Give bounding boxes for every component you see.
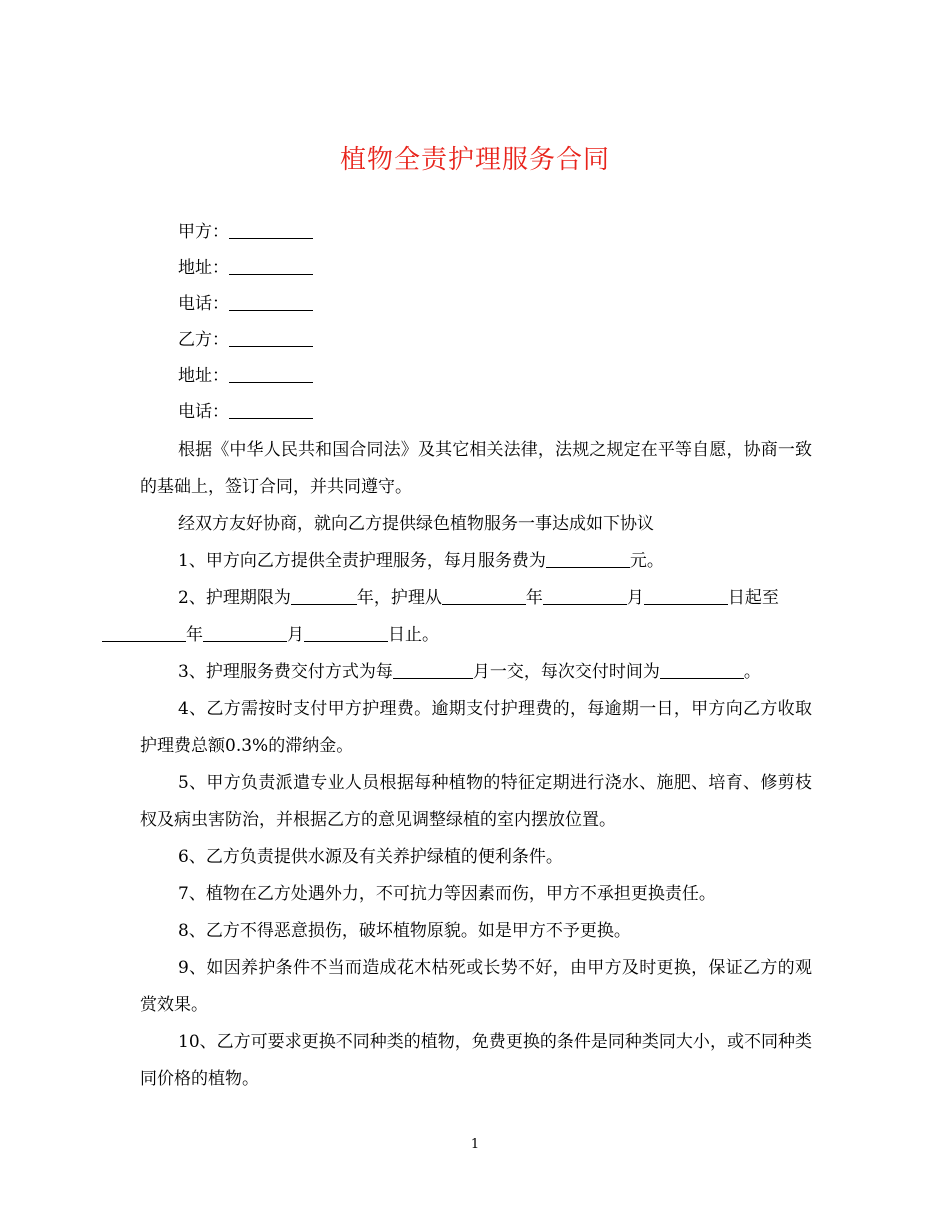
party-b-blank: [229, 328, 313, 347]
clause-2: [140, 580, 812, 654]
clause-2-text-c: 年: [525, 588, 543, 608]
party-a-phone-label: 电话：: [178, 294, 229, 314]
clause-10: 10、乙方可要求更换不同种类的植物，免费更换的条件是同种类同大小，或不同种类同价格的植物。: [140, 1032, 812, 1089]
clause-2-blank-end-day: [304, 623, 388, 642]
clause-6: 6、乙方负责提供水源及有关养护绿植的便利条件。: [178, 847, 563, 867]
clause-3-blank-time: [660, 660, 744, 679]
agreement-paragraph: 经双方友好协商，就向乙方提供绿色植物服务一事达成如下协议: [178, 514, 654, 534]
clause-3-text-b: 月一交，每次交付时间为: [472, 662, 660, 682]
clause-7: 7、植物在乙方处遇外力，不可抗力等因素而伤，甲方不承担更换责任。: [178, 884, 716, 904]
party-b-address-line: [178, 358, 313, 394]
clause-2-blank-start-month: [543, 586, 627, 605]
clause-2-text-e: 日起至: [727, 588, 779, 608]
party-a-label: 甲方：: [178, 222, 229, 242]
party-b-phone-line: [178, 394, 313, 430]
party-a-blank: [229, 220, 313, 239]
party-b-phone-blank: [229, 400, 313, 419]
clause-2-blank-start-day: [644, 586, 728, 605]
party-a-phone-line: [178, 286, 313, 322]
clause-2-blank-start-year: [442, 586, 526, 605]
party-b-address-label: 地址：: [178, 366, 229, 386]
clause-3-text-c: 。: [743, 662, 761, 682]
clause-1-text-a: 1、甲方向乙方提供全责护理服务，每月服务费为: [178, 551, 546, 571]
party-a-phone-blank: [229, 292, 313, 311]
clause-1-blank: [546, 549, 630, 568]
clause-4: 4、乙方需按时支付甲方护理费。逾期支付护理费的，每逾期一日，甲方向乙方收取护理费总额0.3%的滞纳金。: [140, 699, 812, 756]
clause-3-blank-months: [393, 660, 473, 679]
clause-2-text-g: 月: [287, 625, 304, 645]
clause-3: [140, 654, 812, 691]
party-a-line: [178, 214, 313, 250]
clause-9: 9、如因养护条件不当而造成花木枯死或长势不好，由甲方及时更换，保证乙方的观赏效果。: [140, 958, 812, 1015]
party-a-address-blank: [229, 256, 313, 275]
clause-2-text-d: 月: [626, 588, 644, 608]
clause-2-text-h: 日止。: [388, 625, 439, 645]
party-b-phone-label: 电话：: [178, 402, 229, 422]
clause-2-text-b: 年，护理从: [356, 588, 442, 608]
party-b-label: 乙方：: [178, 330, 229, 350]
clause-3-text-a: 3、护理服务费交付方式为每: [178, 662, 393, 682]
clause-1: [140, 543, 812, 580]
clause-2-text-f: 年: [186, 625, 203, 645]
clause-2-blank-end-year: [102, 623, 186, 642]
clause-1-text-b: 元。: [629, 551, 664, 571]
document-title: 植物全责护理服务合同: [339, 145, 610, 175]
clause-2-blank-years: [291, 586, 357, 605]
party-b-line: [178, 322, 313, 358]
intro-paragraph: 根据《中华人民共和国合同法》及其它相关法律，法规之规定在平等自愿，协商一致的基础上，签订合同，并共同遵守。: [140, 440, 812, 497]
clause-2-text-a: 2、护理期限为: [178, 588, 291, 608]
clause-5: 5、甲方负责派遣专业人员根据每种植物的特征定期进行浇水、施肥、培育、修剪枝杈及病虫害防治，并根据乙方的意见调整绿植的室内摆放位置。: [140, 773, 812, 830]
party-b-address-blank: [229, 364, 313, 383]
party-a-address-line: [178, 250, 313, 286]
clause-8: 8、乙方不得恶意损伤，破坏植物原貌。如是甲方不予更换。: [178, 921, 631, 941]
clause-2-blank-end-month: [203, 623, 287, 642]
page-number: 1: [470, 1137, 480, 1152]
contract-body: [140, 432, 812, 1098]
party-a-address-label: 地址：: [178, 258, 229, 278]
